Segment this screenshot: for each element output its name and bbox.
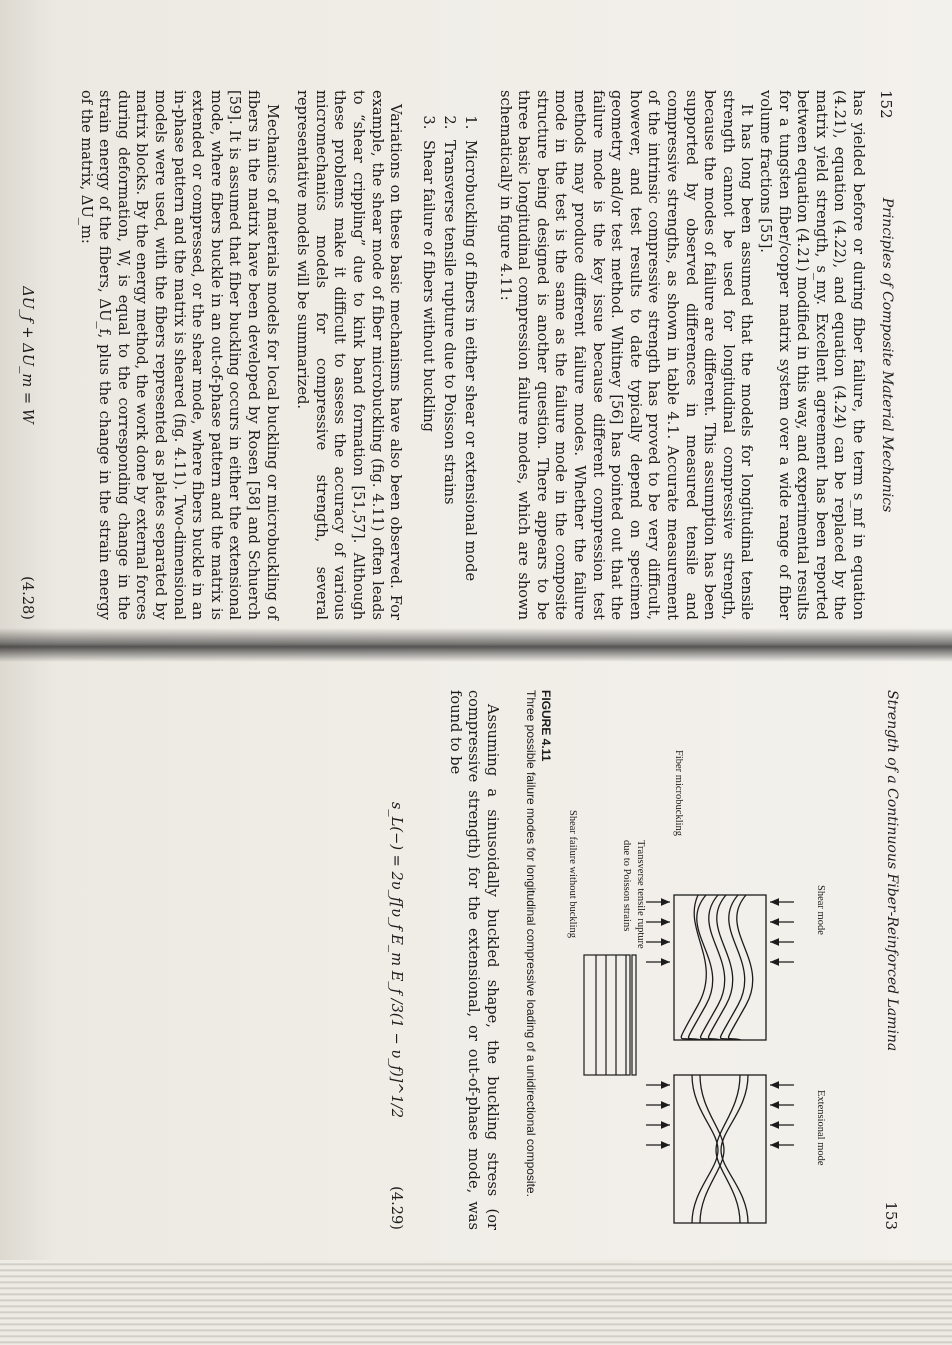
- failure-mode-list: [418, 90, 481, 620]
- running-head: [872, 690, 900, 1230]
- figure-4-11: [561, 690, 866, 1230]
- transverse-rupture-panel: [584, 955, 636, 1075]
- page-number: 152: [877, 90, 895, 119]
- figure-number: FIGURE 4.11: [539, 690, 553, 762]
- label-shear-failure: Shear failure without buckling: [567, 810, 578, 939]
- equation-number: (4.29): [388, 1186, 406, 1230]
- equation-4-29: [379, 690, 405, 1230]
- shear-mode-panel: [646, 895, 794, 1040]
- page-edge-stack: [0, 1260, 952, 1345]
- running-title: Principles of Composite Material Mechanics: [879, 197, 895, 513]
- running-title: Strength of a Continuous Fiber-Reinforced Lamina: [884, 690, 900, 1052]
- equation-expression: s_L(−) = 2υ_f[υ_f E_m E_f /3(1 − υ_f)]^1/2: [388, 801, 406, 1119]
- extensional-mode-panel: [646, 1075, 794, 1223]
- page-152: [19, 90, 895, 620]
- body-paragraph: Variations on these basic mechanisms have also been observed. For example, the shear mode of fiber microbuckling (fig. 4.11) often leads to “shear crippling” due to kink band formation [51,57]. Although these problems make it difficult to assess the accuracy of various micromechanics models for compressive strength, several representative models will be summarized.: [294, 90, 405, 620]
- body-paragraph: It has long been assumed that the models for longitudinal tensile strength cannot be used for longitudinal compressive strength, because the modes of failure are different. This assumption has been supported by observed differences in measured tensile and compressive strengths, as shown in table 4.1. Accurate measurement of the intrinsic compressive strength has proved to be very difficult, however, and test results to date typically depend on specimen geometry and/or test method. Whitney [56] has pointed out that the failure mode is the key issue because different compression test methods may produce different failure modes. Whether the failure mode in the test is the same as the failure mode in the composite structure being designed is another question. There appears to be three basic longitudinal compression failure modes, which are shown schematically in figure 4.11:: [496, 90, 756, 620]
- body-paragraph: has yielded before or during fiber failure, the term s_mf in equation (4.21), equation (4.22), and equation (4.24) can be replaced by the matrix yield strength, s_my. Excellent agreement has been reported between equation (4.21) modified in this way, and experimental results for a tungsten fiber/copper matrix system over a wide range of fiber volume fractions [55].: [757, 90, 867, 620]
- label-transverse-rupture-1: Transverse tensile rupture: [635, 840, 646, 949]
- running-head: [867, 90, 895, 620]
- label-extensional-mode: Extensional mode: [815, 1090, 826, 1166]
- equation-number: (4.28): [19, 576, 37, 620]
- body-paragraph: Mechanics of materials models for local buckling or microbuckling of fibers in the matrix have been developed by Rosen [58] and Schuerch [59]. It is assumed that fiber buckling occurs in either the extensional mode, where fibers buckle in an out-of-phase pattern and the matrix is extended or compressed, or the shear mode, where fibers buckle in an in-phase pattern and the matrix is sheared (fig. 4.11). Two-dimensional models were used, with the fibers represented as plates separated by matrix blocks. By the energy method, the work done by external forces during deformation, W, is equal to the corresponding change in the strain energy of the fibers, ΔU_f, plus the change in the strain energy of the matrix, ΔU_m:: [77, 90, 281, 620]
- equation-expression: ΔU_f + ΔU_m = W: [19, 286, 37, 424]
- equation-4-28: [10, 90, 36, 620]
- page-number: 153: [882, 1201, 900, 1230]
- label-fiber-microbuckling: Fiber microbuckling: [673, 750, 684, 837]
- label-shear-mode: Shear mode: [815, 885, 826, 935]
- label-transverse-rupture-2: due to Poisson strains: [621, 840, 632, 932]
- list-item: 2. Transverse tensile rupture due to Poisson strains: [439, 134, 460, 620]
- page-153: [70, 690, 900, 1230]
- list-item: 1. Microbuckling of fibers in either shear or extensional mode: [460, 134, 481, 620]
- figure-caption: [523, 690, 553, 1230]
- caption-text: Three possible failure modes for longitudinal compressive loading of a unidirectional composite.: [524, 690, 538, 1197]
- body-paragraph: Assuming a sinusoidally buckled shape, the buckling stress (or compressive strength) for the extensional, or out-of-phase mode, was found to be: [446, 690, 501, 1230]
- list-item: 3. Shear failure of fibers without buckling: [418, 134, 439, 620]
- book-spine-shadow: [0, 628, 952, 662]
